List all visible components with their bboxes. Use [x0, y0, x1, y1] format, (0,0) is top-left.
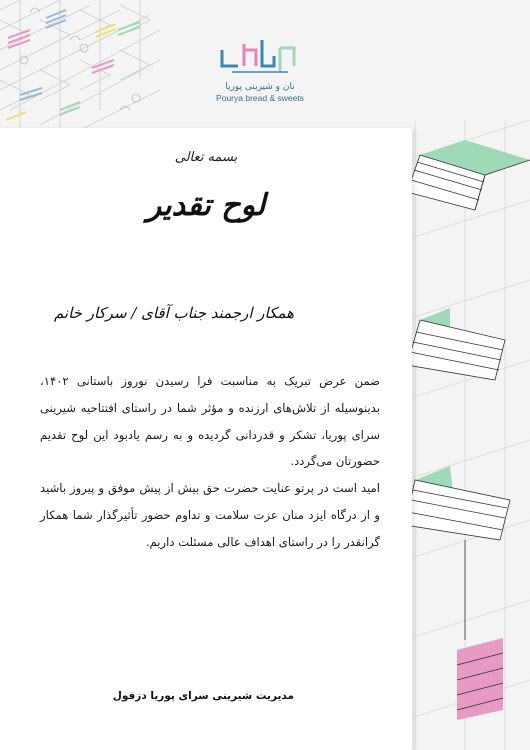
basmala-heading: بسمه تعالی — [174, 150, 238, 165]
body-paragraph-1: ضمن عرض تبریک به مناسبت فرا رسیدن نوروز باستانی ۱۴۰۲، بدینوسیله از تلاش‌های ارزنده و مؤثر شما در راستای افتتاحیه شیرینی سرای پوریا، تشکر و قدردانی گردیده و به رسم یادبود این لوح تقدیم حضورتان می‌گردد. — [40, 374, 380, 469]
body-paragraph-2: امید است در پرتو عنایت حضرت حق بیش از پیش موفق و پیروز باشید و از درگاه ایزد منان عزت سلامت و تداوم حضور تأثیرگذار شما همکار گرانقدر را در راستای اهداف عالی مسئلت داریم. — [40, 481, 380, 549]
brand-logo — [205, 36, 315, 116]
right-edge-decoration — [395, 120, 530, 750]
logo-persian-name: نان و شیرینی پوریا — [225, 82, 295, 92]
logo-english-name: Pourya bread & sweets — [216, 93, 304, 103]
signature-line: مدیریت شیرینی سرای پوریا دزفول — [112, 690, 294, 702]
pourya-logo-icon — [218, 36, 302, 80]
decorative-pattern — [0, 0, 160, 130]
certificate-title: لوح تقدیر — [146, 188, 266, 223]
letter-body — [40, 368, 380, 556]
certificate-card — [0, 128, 412, 750]
addressee-line: همکار ارجمند جناب آقای / سرکار خانم — [53, 304, 294, 322]
